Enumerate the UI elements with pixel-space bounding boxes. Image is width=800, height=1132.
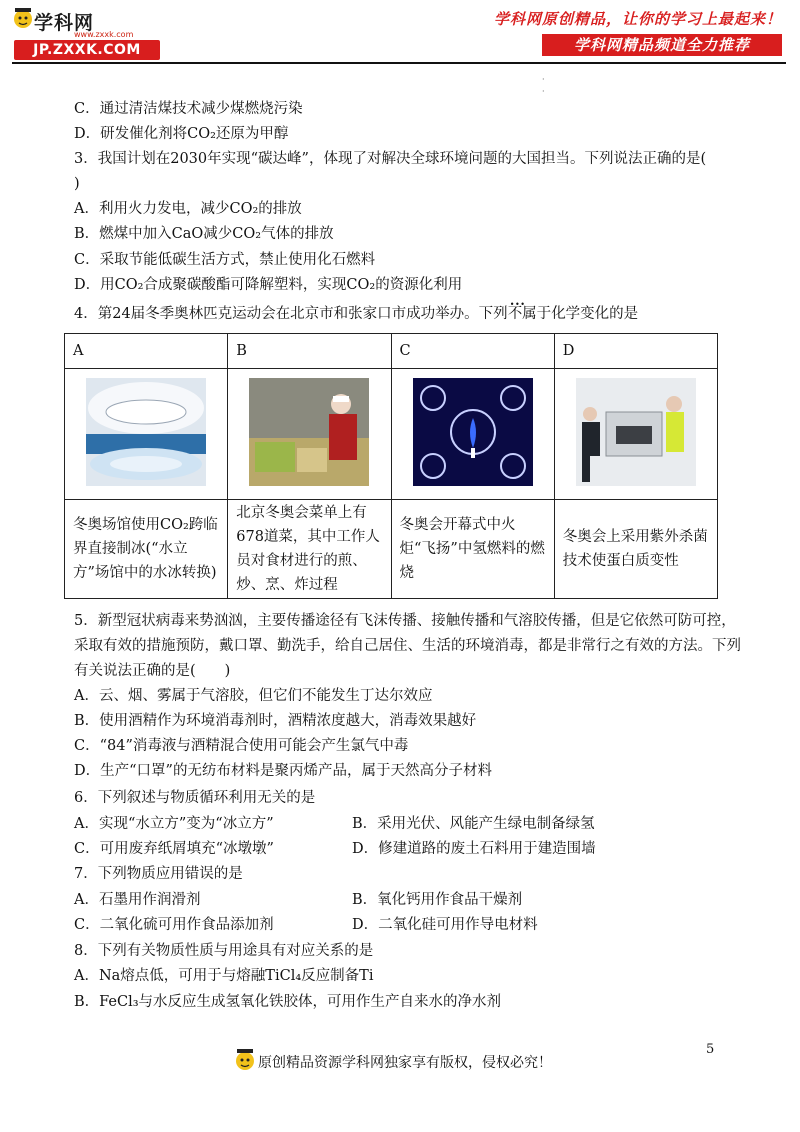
q8-option-b: B．FeCl₃与水反应生成氢氧化铁胶体，可用作生产自来水的净水剂 bbox=[74, 994, 502, 1010]
table-header-b: B bbox=[228, 334, 391, 369]
table-image-cell-a bbox=[65, 369, 228, 500]
q8-stem: 8．下列有关物质性质与用途具有对应关系的是 bbox=[74, 943, 374, 959]
q4-stem-prefix: 4．第24届冬季奥林匹克运动会在北京市和张家口市成功举办。下列 bbox=[74, 306, 508, 322]
q6-option-b: B．采用光伏、风能产生绿电制备绿氢 bbox=[352, 816, 595, 832]
q3-option-a: A．利用火力发电，减少CO₂的排放 bbox=[74, 201, 302, 217]
torch-flame-image bbox=[413, 378, 533, 486]
table-image-cell-b bbox=[228, 369, 391, 500]
logo-url: JP.ZXXK.COM bbox=[14, 40, 160, 60]
q3-stem-bracket: ) bbox=[74, 176, 80, 192]
header-banner: 学科网精品频道全力推荐 bbox=[542, 34, 782, 56]
q5-option-b: B．使用酒精作为环境消毒剂时，酒精浓度越大，消毒效果越好 bbox=[74, 713, 477, 729]
table-image-cell-d bbox=[554, 369, 717, 500]
q5-stem-line-1: 5．新型冠状病毒来势汹汹，主要传播途径有飞沫传播、接触传播和气溶胶传播，但是它依然可防可控， bbox=[74, 613, 736, 629]
decorative-dots: · · bbox=[542, 75, 545, 96]
copyright-notice: 原创精品资源学科网独家享有版权，侵权必究！ bbox=[258, 1055, 552, 1071]
mascot-icon bbox=[234, 1046, 256, 1074]
table-desc-d: 冬奥会上采用紫外杀菌技术使蛋白质变性 bbox=[554, 500, 717, 599]
q3-option-d: D．用CO₂合成聚碳酸酯可降解塑料，实现CO₂的资源化利用 bbox=[74, 277, 463, 293]
logo-subtext: www.zxxk.com bbox=[74, 30, 134, 39]
table-header-d: D bbox=[554, 334, 717, 369]
table-description-row bbox=[65, 500, 718, 599]
q3-option-c: C．采取节能低碳生活方式，禁止使用化石燃料 bbox=[74, 252, 376, 268]
q5-option-c: C．“84”消毒液与酒精混合使用可能会产生氯气中毒 bbox=[74, 738, 409, 754]
q4-stem-suffix: 化学变化的是 bbox=[551, 306, 639, 322]
q4-options-table bbox=[64, 333, 718, 599]
q6-stem: 6．下列叙述与物质循环利用无关的是 bbox=[74, 790, 316, 806]
q6-option-d: D．修建道路的废土石料用于建造围墙 bbox=[352, 841, 596, 857]
page-number: 5 bbox=[706, 1042, 715, 1057]
q6-option-c: C．可用废弃纸屑填充“冰墩墩” bbox=[74, 841, 274, 857]
q8-option-a: A．Na熔点低，可用于与熔融TiCl₄反应制备Ti bbox=[74, 968, 374, 984]
table-image-row bbox=[65, 369, 718, 500]
q7-option-d: D．二氧化硅可用作导电材料 bbox=[352, 917, 538, 933]
q7-option-b: B．氧化钙用作食品干燥剂 bbox=[352, 892, 523, 908]
logo-text: 学科网 bbox=[34, 12, 95, 34]
q4-stem-emphasis: • • • 不属于 bbox=[508, 306, 552, 322]
header-divider bbox=[12, 62, 786, 64]
header-slogan: 学科网原创精品，让你的学习上最起来！ bbox=[493, 10, 782, 28]
table-desc-a: 冬奥场馆使用CO₂跨临界直接制冰(“水立方”场馆中的水冰转换) bbox=[65, 500, 228, 599]
q7-stem: 7．下列物质应用错误的是 bbox=[74, 866, 243, 882]
q3-option-b: B．燃煤中加入CaO减少CO₂气体的排放 bbox=[74, 226, 334, 242]
table-image-cell-c bbox=[391, 369, 554, 500]
food-preparation-image bbox=[249, 378, 369, 486]
q2-option-c: C．通过清洁煤技术减少煤燃烧污染 bbox=[74, 101, 303, 117]
table-desc-b: 北京冬奥会菜单上有678道菜，其中工作人员对食材进行的煎、炒、烹、炸过程 bbox=[228, 500, 391, 599]
q2-option-d: D．研发催化剂将CO₂还原为甲醇 bbox=[74, 126, 289, 142]
q5-option-a: A．云、烟、雾属于气溶胶，但它们不能发生丁达尔效应 bbox=[74, 688, 433, 704]
mascot-icon bbox=[12, 6, 34, 32]
page-header bbox=[0, 0, 800, 96]
q7-option-c: C．二氧化硫可用作食品添加剂 bbox=[74, 917, 274, 933]
q5-stem-line-3: 有关说法正确的是( ) bbox=[74, 663, 231, 679]
q5-option-d: D．生产“口罩”的无纺布材料是聚丙烯产品，属于天然高分子材料 bbox=[74, 763, 492, 779]
q4-stem bbox=[74, 304, 638, 324]
q7-option-a: A．石墨用作润滑剂 bbox=[74, 892, 201, 908]
logo bbox=[12, 6, 160, 62]
table-desc-c: 冬奥会开幕式中火炬“飞扬”中氢燃料的燃烧 bbox=[391, 500, 554, 599]
q6-option-a: A．实现“水立方”变为“冰立方” bbox=[74, 816, 274, 832]
speed-skating-oval-image bbox=[86, 378, 206, 486]
q5-stem-line-2: 采取有效的措施预防，戴口罩、勤洗手，给自己居住、生活的环境消毒，都是非常行之有效的方法。下列 bbox=[74, 638, 741, 654]
q3-stem: 3．我国计划在2030年实现“碳达峰”，体现了对解决全球环境问题的大国担当。下列说法正确的是( bbox=[74, 151, 707, 167]
uv-sterilization-image bbox=[576, 378, 696, 486]
table-header-row bbox=[65, 334, 718, 369]
table-header-c: C bbox=[391, 334, 554, 369]
table-header-a: A bbox=[65, 334, 228, 369]
